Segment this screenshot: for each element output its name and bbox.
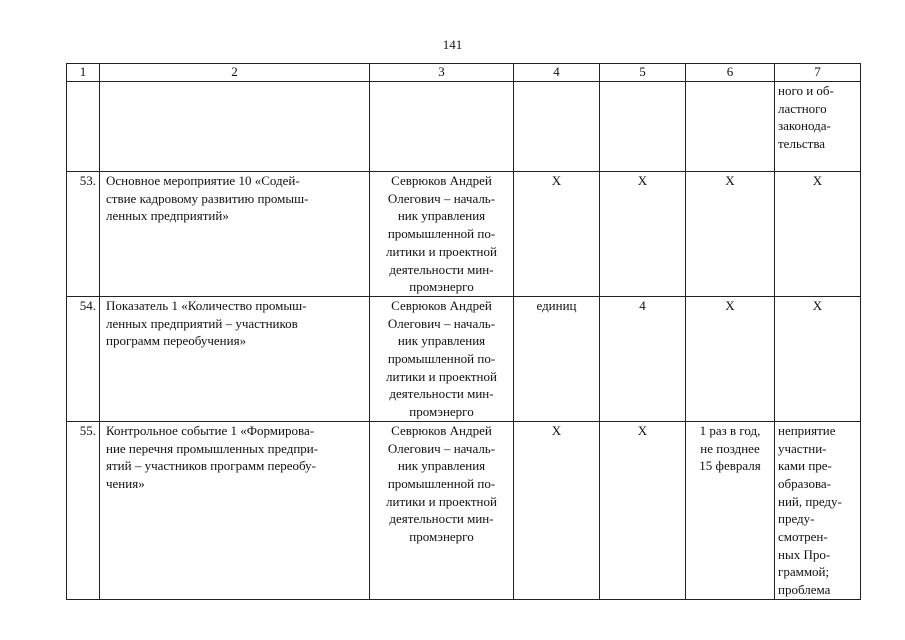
note-line: ластного bbox=[778, 100, 827, 116]
header-col-2: 2 bbox=[100, 64, 370, 82]
row-number: 53. bbox=[67, 172, 100, 297]
responsible-person: Севрюков Андрей Олегович – началь- ник управления промышленной по- литики и проектной деятельности мин- промэнерго bbox=[370, 296, 514, 421]
table-row bbox=[67, 421, 861, 599]
activity-name: Показатель 1 «Количество промыш- ленных предприятий – участников программ переобучения» bbox=[100, 296, 370, 421]
deadline-cell: Х bbox=[686, 296, 775, 421]
header-col-5: 5 bbox=[600, 64, 686, 82]
unit-cell: Х bbox=[514, 172, 600, 297]
value-cell: 4 bbox=[600, 296, 686, 421]
responsible-person: Севрюков Андрей Олегович – началь- ник управления промышленной по- литики и проектной деятельности мин- промэнерго bbox=[370, 172, 514, 297]
table-row bbox=[67, 172, 861, 297]
risk-cell: Х bbox=[775, 172, 861, 297]
value-cell: Х bbox=[600, 421, 686, 599]
header-col-6: 6 bbox=[686, 64, 775, 82]
note-line: тельства bbox=[778, 136, 826, 152]
activity-name: Основное мероприятие 10 «Содей- ствие кадровому развитию промыш- ленных предприятий» bbox=[100, 172, 370, 297]
note-line: законода- bbox=[778, 118, 831, 134]
responsible-person: Севрюков Андрей Олегович – началь- ник управления промышленной по- литики и проектной деятельности мин- промэнерго bbox=[370, 421, 514, 599]
risk-cell: неприятие участни- ками пре- образова- ний, преду- преду- смотрен- ных Про- граммой; проблема bbox=[775, 421, 861, 599]
risk-cell: Х bbox=[775, 296, 861, 421]
header-col-4: 4 bbox=[514, 64, 600, 82]
activity-name: Контрольное событие 1 «Формирова- ние перечня промышленных предпри- ятий – участников программ переобу- чения» bbox=[100, 421, 370, 599]
unit-cell: Х bbox=[514, 421, 600, 599]
continuation-row bbox=[67, 82, 861, 172]
header-row bbox=[67, 64, 861, 82]
header-col-7: 7 bbox=[775, 64, 861, 82]
header-col-3: 3 bbox=[370, 64, 514, 82]
row-number: 55. bbox=[67, 421, 100, 599]
value-cell: Х bbox=[600, 172, 686, 297]
deadline-cell: 1 раз в год, не позднее 15 февраля bbox=[686, 421, 775, 599]
deadline-cell: Х bbox=[686, 172, 775, 297]
activity-table bbox=[66, 63, 861, 600]
unit-cell: единиц bbox=[514, 296, 600, 421]
note-line: ного и об- bbox=[778, 83, 834, 98]
continuation-note bbox=[775, 82, 861, 172]
row-number: 54. bbox=[67, 296, 100, 421]
page-number: 141 bbox=[442, 37, 463, 52]
header-col-1: 1 bbox=[67, 64, 100, 82]
table-row bbox=[67, 296, 861, 421]
